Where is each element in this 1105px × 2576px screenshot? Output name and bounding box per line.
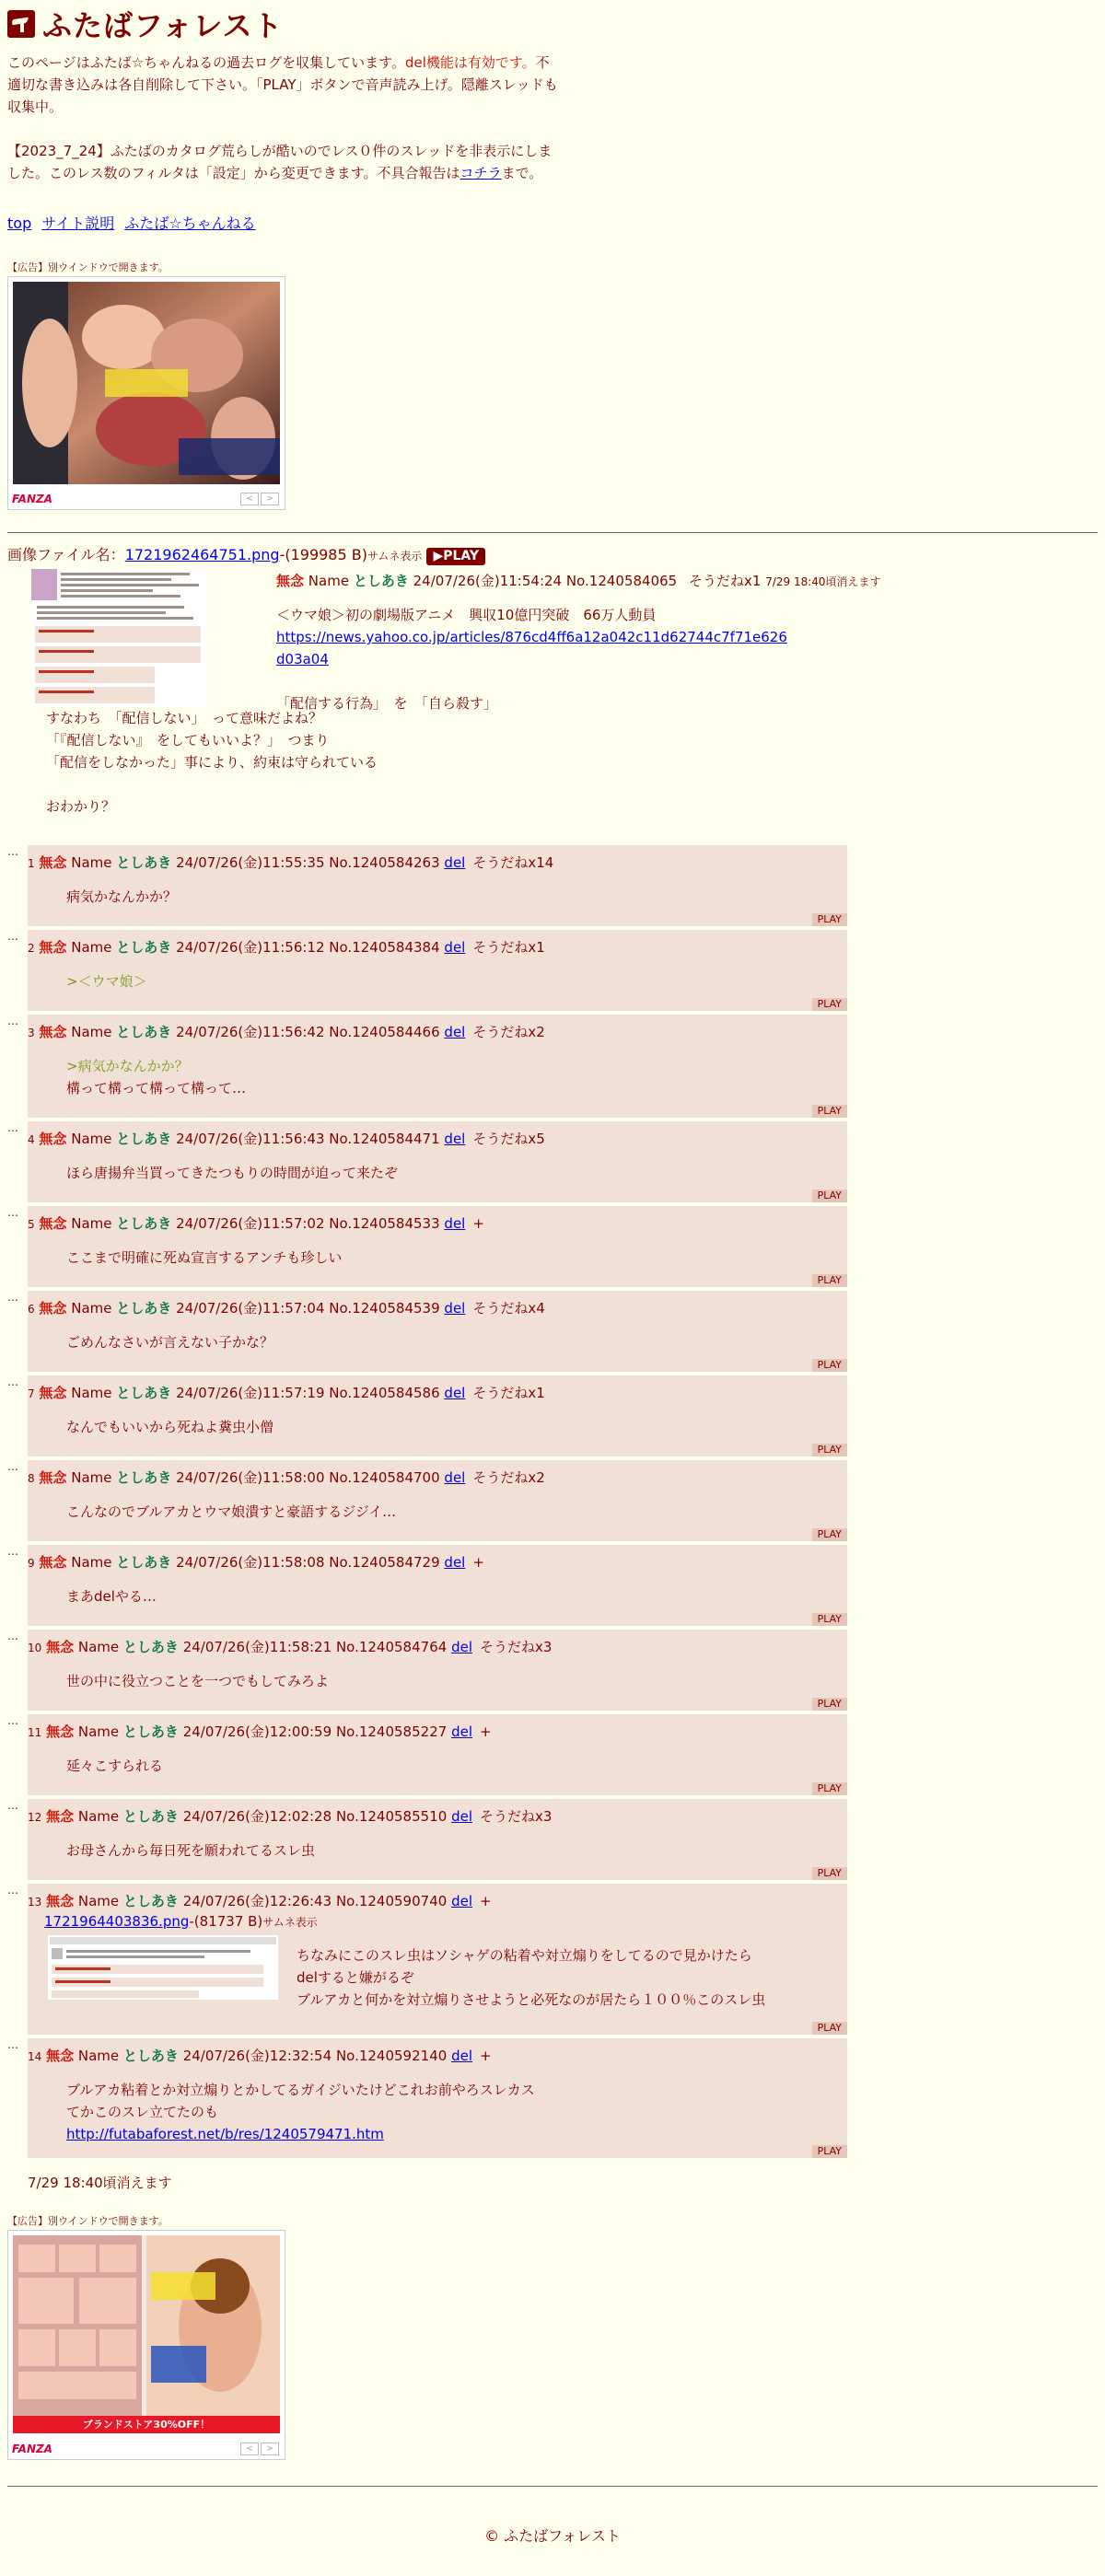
op-file-link[interactable]: 1721962464751.png (124, 546, 280, 563)
reply (7, 845, 847, 926)
post-subject: 無念 (39, 1469, 67, 1486)
sodane-button[interactable]: + (479, 1893, 492, 1909)
ad-label: 【広告】別ウインドウで開きます。 (7, 261, 169, 273)
op-play-button[interactable]: ▶PLAY (426, 548, 485, 565)
reply-index: 1 (28, 857, 35, 870)
op-line: 「配信をしなかった」事により、約束は守られている (46, 754, 378, 771)
del-link[interactable]: del (451, 1808, 472, 1825)
intro-line: このページはふたば☆ちゃんねるの過去ログを収集しています。 (7, 54, 405, 71)
op-body (276, 604, 792, 714)
poster-name: としあき (116, 1024, 172, 1040)
ad-image[interactable] (13, 282, 280, 484)
post-date: 24/07/26(金)11:57:19 (176, 1385, 325, 1401)
reply-line: お母さんから毎日死を願われてるスレ虫 (66, 1842, 316, 1859)
reply-play-button[interactable]: PLAY (812, 1274, 847, 1287)
play-label: PLAY (443, 549, 480, 563)
del-link[interactable]: del (444, 1469, 466, 1486)
post-date: 24/07/26(金)11:56:12 (176, 939, 325, 956)
reply-index: 4 (28, 1133, 35, 1146)
op-line: すなわち 「配信しない」 って意味だよね？ (46, 710, 323, 726)
reply-menu-icon[interactable]: … (7, 1206, 18, 1219)
nav-about-link[interactable]: サイト説明 (41, 215, 115, 232)
post-number[interactable]: No.1240584729 (329, 1554, 440, 1571)
reply-line: なんでもいいから死ねよ糞虫小僧 (66, 1419, 274, 1435)
name-label: Name (77, 2048, 120, 2064)
post-date: 24/07/26(金)11:57:02 (176, 1215, 325, 1232)
reply-body (297, 1944, 765, 2011)
sodane-button[interactable]: + (472, 1215, 484, 1232)
reply-play-button[interactable]: PLAY (812, 1105, 847, 1118)
reply-menu-icon[interactable]: … (7, 1015, 18, 1027)
reply-line: 構って構って構って構って… (66, 1080, 247, 1097)
quote-line: >＜ウマ娘＞ (66, 973, 147, 990)
reply-line: ブルアカと何かを対立煽りさせようと必死なのが居たら１００％このスレ虫 (297, 1991, 766, 2008)
reply-file-link[interactable]: 1721964403836.png (44, 1913, 190, 1930)
file-size: -(81737 B) (189, 1913, 263, 1930)
divider (7, 532, 1098, 533)
copyright: © ふたばフォレスト (484, 2527, 621, 2545)
post-number[interactable]: No.1240584533 (329, 1215, 440, 1232)
post-subject: 無念 (46, 1893, 75, 1909)
reply-header (28, 1637, 552, 1656)
post-subject: 無念 (39, 939, 67, 956)
post-date: 24/07/26(金)11:54:24 (413, 573, 563, 589)
sodane-button[interactable]: そうだねx4 (472, 1300, 545, 1317)
poster-name: としあき (116, 1215, 172, 1232)
post-number[interactable]: No.1240584539 (329, 1300, 440, 1317)
del-link[interactable]: del (451, 1893, 472, 1909)
reply-body (66, 1755, 163, 1777)
ad-banner-2[interactable] (7, 2230, 285, 2460)
post-number[interactable]: No.1240584263 (329, 854, 440, 871)
reply-index: 7 (28, 1387, 35, 1400)
post-number[interactable]: No.1240584764 (335, 1639, 448, 1655)
op-line: 「『配信しない』 をしてもいいよ？」 つまり (46, 732, 330, 748)
post-number[interactable]: No.1240584586 (329, 1385, 440, 1401)
op-body-cont (46, 707, 378, 818)
sodane-button[interactable]: そうだねx1 (689, 573, 762, 589)
reply-menu-icon[interactable]: … (7, 1375, 18, 1388)
reply-index: 3 (28, 1027, 35, 1039)
post-date: 24/07/26(金)11:58:21 (182, 1639, 332, 1655)
ad-prev-button[interactable]: < (240, 493, 259, 505)
post-number[interactable]: No.1240584384 (329, 939, 440, 956)
name-label: Name (71, 1024, 112, 1040)
post-date: 24/07/26(金)12:02:28 (182, 1808, 332, 1825)
reply-play-button[interactable]: PLAY (812, 913, 847, 926)
post-date: 24/07/26(金)11:58:00 (176, 1469, 325, 1486)
report-link[interactable]: コチラ (459, 165, 502, 181)
post-number[interactable]: No.1240590740 (335, 1893, 448, 1909)
del-link[interactable]: del (451, 1723, 472, 1740)
op-header (276, 571, 881, 590)
reply-play-button[interactable]: PLAY (812, 2022, 847, 2035)
del-link[interactable]: del (444, 1554, 466, 1571)
ad-prev-button[interactable]: < (240, 2443, 259, 2455)
post-subject: 無念 (46, 1723, 75, 1740)
sodane-button[interactable]: そうだねx2 (472, 1469, 545, 1486)
reply-body (66, 1839, 315, 1862)
reply-play-button[interactable]: PLAY (812, 1528, 847, 1541)
ad-banner[interactable] (7, 276, 285, 510)
op-thumbnail[interactable] (31, 569, 206, 707)
poster-name: としあき (116, 1300, 172, 1317)
del-link[interactable]: del (451, 2048, 472, 2064)
poster-name: としあき (116, 1131, 172, 1147)
del-link[interactable]: del (444, 1300, 466, 1317)
poster-name: としあき (116, 1385, 172, 1401)
reply-header (28, 853, 553, 872)
op-line: ＜ウマ娘＞初の劇場版アニメ 興収10億円突破 66万人動員 (276, 607, 657, 623)
reply-header (28, 1891, 492, 1910)
sodane-button[interactable]: そうだねx1 (472, 939, 545, 956)
post-date: 24/07/26(金)11:56:43 (176, 1131, 325, 1147)
post-date: 24/07/26(金)11:58:08 (176, 1554, 325, 1571)
reply-play-button[interactable]: PLAY (812, 1782, 847, 1795)
name-label: Name (71, 1469, 112, 1486)
reply-header (28, 1722, 492, 1741)
reply-line: 病気かなんかか？ (66, 888, 178, 905)
sodane-button[interactable]: そうだねx5 (472, 1131, 545, 1147)
reply-index: 13 (28, 1896, 42, 1909)
reply-play-button[interactable]: PLAY (812, 1189, 847, 1202)
reply-header (28, 1383, 545, 1402)
name-label: Name (71, 1554, 112, 1571)
reply-play-button[interactable]: PLAY (812, 2145, 847, 2158)
reply-line: 世の中に役立つことを一つでもしてみろよ (66, 1673, 330, 1689)
reply-header (28, 1129, 545, 1148)
name-label: Name (77, 1723, 120, 1740)
post-date: 24/07/26(金)12:32:54 (182, 2048, 332, 2064)
reply-index: 11 (28, 1726, 42, 1739)
name-label: Name (77, 1808, 120, 1825)
del-notice: del機能は有効です。 (404, 54, 536, 71)
reply-menu-icon[interactable]: … (7, 1545, 18, 1558)
reply (7, 930, 847, 1011)
quote-line: >病気かなんかか？ (66, 1058, 189, 1074)
reply-index: 2 (28, 942, 35, 955)
reply-index: 8 (28, 1472, 35, 1485)
name-label: Name (71, 939, 112, 956)
thumb-note: サムネ表示 (262, 1916, 318, 1929)
sodane-button[interactable]: そうだねx1 (472, 1385, 545, 1401)
reply-body (66, 886, 177, 908)
reply-play-button[interactable]: PLAY (812, 1444, 847, 1456)
reply-index: 12 (28, 1811, 42, 1824)
post-subject: 無念 (39, 854, 67, 871)
reply-header (28, 1022, 545, 1041)
reply-play-button[interactable]: PLAY (812, 998, 847, 1011)
reply-header (28, 1213, 484, 1233)
reply (7, 1121, 847, 1202)
reply-line: まあdelやる… (66, 1588, 157, 1605)
reply-play-button[interactable]: PLAY (812, 1613, 847, 1626)
reply-line: ほら唐揚弁当買ってきたつもりの時間が迫って来たぞ (66, 1165, 399, 1181)
name-label: Name (71, 1300, 112, 1317)
intro-text (7, 52, 560, 206)
reply-header (28, 937, 545, 957)
reply-body (66, 970, 147, 992)
post-number[interactable]: No.1240584471 (329, 1131, 440, 1147)
reply-line: ここまで明確に死ぬ宣言するアンチも珍しい (66, 1249, 343, 1266)
nav-links (7, 212, 262, 233)
ad-next-button[interactable]: > (261, 493, 279, 505)
reply-menu-icon[interactable]: … (7, 1884, 18, 1897)
post-subject: 無念 (276, 573, 305, 589)
reply-body (66, 1247, 342, 1269)
post-subject: 無念 (39, 1131, 67, 1147)
reply-index: 9 (28, 1557, 35, 1570)
op-file-row (7, 543, 485, 565)
reply-body (66, 1416, 273, 1438)
poster-name: としあき (116, 1554, 172, 1571)
post-date: 24/07/26(金)11:56:42 (176, 1024, 325, 1040)
sodane-button[interactable]: そうだねx3 (479, 1808, 552, 1825)
reply (7, 1630, 847, 1711)
reply-line: ブルアカ粘着とか対立煽りとかしてるガイジいたけどこれお前やろスレカス (66, 2082, 535, 2098)
file-size: -(199985 B) (279, 546, 367, 563)
reply-index: 10 (28, 1642, 42, 1654)
reply (7, 2038, 847, 2158)
reply-line: 延々こすられる (66, 1758, 164, 1774)
reply-line: delすると嫌がるぞ (297, 1969, 414, 1986)
site-logo-icon[interactable] (7, 10, 35, 38)
poster-name: としあき (122, 1808, 179, 1825)
fanza-logo: FANZA (12, 2443, 52, 2455)
post-subject: 無念 (39, 1024, 67, 1040)
reply-menu-icon[interactable]: … (7, 1291, 18, 1304)
reply (7, 1375, 847, 1456)
nav-futaba-link[interactable]: ふたば☆ちゃんねる (124, 215, 256, 232)
ad-next-button[interactable]: > (261, 2443, 279, 2455)
site-header (7, 6, 283, 42)
reply (7, 1884, 847, 2035)
post-subject: 無念 (39, 1300, 67, 1317)
reply-play-button[interactable]: PLAY (812, 1698, 847, 1711)
reply (7, 1460, 847, 1541)
del-link[interactable]: del (444, 1024, 466, 1040)
reply-line: てかこのスレ立てたのも (66, 2104, 219, 2120)
reply-index: 14 (28, 2050, 42, 2063)
del-link[interactable]: del (444, 939, 466, 956)
file-label: 画像ファイル名： (7, 546, 125, 563)
poster-name: としあき (122, 1893, 179, 1909)
post-subject: 無念 (46, 1639, 75, 1655)
poster-name: としあき (122, 2048, 179, 2064)
sodane-button[interactable]: + (472, 1554, 484, 1571)
reply-menu-icon[interactable]: … (7, 1121, 18, 1134)
reply-header (28, 1806, 552, 1826)
name-label: Name (77, 1893, 120, 1909)
ad-banner-text: ブランドストア30%OFF！ (82, 2419, 211, 2431)
reply-menu-icon[interactable]: … (7, 845, 18, 858)
fanza-logo: FANZA (12, 493, 52, 505)
reply-menu-icon[interactable]: … (7, 1714, 18, 1727)
post-subject: 無念 (39, 1385, 67, 1401)
reply-body (66, 1055, 246, 1099)
post-subject: 無念 (39, 1215, 67, 1232)
reply-body (66, 1585, 157, 1607)
reply-header (28, 1298, 545, 1317)
sodane-button[interactable]: そうだねx14 (472, 854, 554, 871)
reply (7, 1799, 847, 1880)
sodane-button[interactable]: + (479, 1723, 492, 1740)
post-date: 24/07/26(金)12:26:43 (182, 1893, 332, 1909)
reply-menu-icon[interactable]: … (7, 2038, 18, 2051)
reply-menu-icon[interactable]: … (7, 1460, 18, 1473)
reply-thumbnail[interactable] (48, 1935, 278, 2000)
del-link[interactable]: del (451, 1639, 472, 1655)
sodane-button[interactable]: + (479, 2048, 492, 2064)
reply-header (28, 1468, 545, 1487)
reply (7, 1545, 847, 1626)
reply (7, 1015, 847, 1118)
del-link[interactable]: del (444, 854, 466, 871)
reply (7, 1206, 847, 1287)
reply-index: 5 (28, 1218, 35, 1231)
divider (7, 2486, 1098, 2487)
post-date: 24/07/26(金)11:57:04 (176, 1300, 325, 1317)
reply-play-button[interactable]: PLAY (812, 1359, 847, 1372)
reply-line: こんなのでブルアカとウマ娘潰すと豪語するジジイ… (66, 1503, 397, 1520)
post-subject: 無念 (39, 1554, 67, 1571)
post-date: 24/07/26(金)12:00:59 (182, 1723, 332, 1740)
notice-text: まで。 (501, 165, 543, 181)
thumb-note: サムネ表示 (366, 550, 423, 563)
notice-text: 【2023_7_24】ふたばのカタログ荒らしが酷いのでレス０件のスレッドを非表示にしました。このレス数のフィルタは「設定」から変更できます。不具合報告は (7, 143, 552, 181)
intro-line: 不適切な書き込みは各自削除して下さい。「PLAY」ボタンで音声読み上げ。隠離スレッドも収集中。 (7, 54, 558, 115)
post-number[interactable]: No.1240584065 (565, 573, 678, 589)
sodane-button[interactable]: そうだねx2 (472, 1024, 545, 1040)
ad-image-2[interactable] (13, 2235, 280, 2433)
reply-menu-icon[interactable]: … (7, 1630, 18, 1642)
post-date: 24/07/26(金)11:55:35 (176, 854, 325, 871)
post-subject: 無念 (46, 2048, 75, 2064)
name-label: Name (308, 573, 350, 589)
name-label: Name (71, 854, 112, 871)
reply-line: ちなみにこのスレ虫はソシャゲの粘着や対立煽りをしてるので見かけたら (297, 1947, 752, 1964)
name-label: Name (71, 1385, 112, 1401)
post-number[interactable]: No.1240585227 (335, 1723, 448, 1740)
reply-header (28, 1552, 484, 1572)
reply-body (66, 1501, 396, 1523)
poster-name: としあき (116, 854, 172, 871)
sodane-button[interactable]: そうだねx3 (479, 1639, 552, 1655)
name-label: Name (77, 1639, 120, 1655)
poster-name: としあき (122, 1639, 179, 1655)
reply-body (66, 1331, 273, 1353)
reply-body (66, 1670, 329, 1692)
reply-play-button[interactable]: PLAY (812, 1867, 847, 1880)
op-line: おわかり？ (46, 798, 116, 815)
poster-name: としあき (122, 1723, 179, 1740)
reply-menu-icon[interactable]: … (7, 930, 18, 943)
poster-name: としあき (116, 939, 172, 956)
name-label: Name (71, 1131, 112, 1147)
name-label: Name (71, 1215, 112, 1232)
reply-menu-icon[interactable]: … (7, 1799, 18, 1812)
post-number[interactable]: No.1240584700 (329, 1469, 440, 1486)
del-link[interactable]: del (444, 1215, 466, 1232)
post-subject: 無念 (46, 1808, 75, 1825)
op-line: 「配信する行為」 を 「自ら殺す」 (276, 695, 498, 712)
reply (7, 1291, 847, 1372)
op-news-link-cont[interactable]: d03a04 (276, 651, 329, 667)
post-number[interactable]: No.1240585510 (335, 1808, 448, 1825)
post-number[interactable]: No.1240592140 (335, 2048, 448, 2064)
post-number[interactable]: No.1240584466 (329, 1024, 440, 1040)
reply (7, 1714, 847, 1795)
reply-index: 6 (28, 1303, 35, 1316)
ad-label: 【広告】別ウインドウで開きます。 (7, 2215, 169, 2227)
reply-link[interactable]: http://futabaforest.net/b/res/1240579471.htm (66, 2126, 384, 2142)
reply-header (28, 2046, 492, 2065)
reply-file-row (44, 1913, 318, 1930)
thread-expire-note: 7/29 18:40頃消えます (28, 2175, 172, 2191)
del-link[interactable]: del (444, 1385, 466, 1401)
op-news-link[interactable]: https://news.yahoo.co.jp/articles/876cd4ff6a12a042c11d62744c7f71e626 (276, 629, 787, 645)
reply-body (66, 1162, 398, 1184)
nav-top-link[interactable]: top (7, 215, 32, 232)
expire-note: 7/29 18:40頃消えます (765, 575, 881, 588)
reply-body (66, 2079, 535, 2145)
reply-line: ごめんなさいが言えない子かな？ (66, 1334, 274, 1351)
poster-name: としあき (116, 1469, 172, 1486)
poster-name: としあき (353, 573, 409, 589)
site-title[interactable]: ふたばフォレスト (42, 8, 284, 43)
del-link[interactable]: del (444, 1131, 466, 1147)
